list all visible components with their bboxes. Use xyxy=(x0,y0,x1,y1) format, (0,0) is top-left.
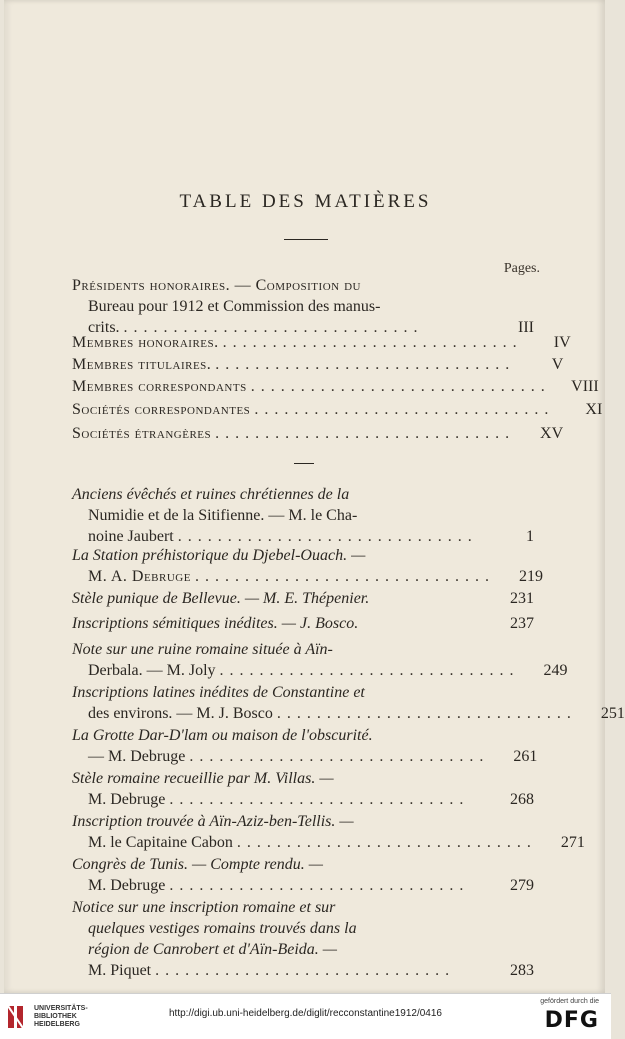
entry-text: Inscription trouvée à Aïn-Aziz-ben-Tellis. — xyxy=(72,813,354,830)
page-number: 251 xyxy=(600,705,625,722)
page-number: VIII xyxy=(571,378,599,395)
entry-text: Sociétés correspondantes xyxy=(72,401,251,418)
viewer-footer xyxy=(0,993,611,1039)
toc-entry-article-5 xyxy=(72,639,568,681)
entry-text: Inscriptions sémitiques inédites. — J. Bosco. xyxy=(72,615,359,632)
page-number: XI xyxy=(585,401,603,418)
toc-entry-article-7 xyxy=(72,725,538,767)
toc-entry-article-9 xyxy=(72,811,585,853)
toc-entry-article-1 xyxy=(72,484,534,547)
page-title: TABLE DES MATIÈRES xyxy=(179,191,432,212)
toc-entry-article-6 xyxy=(72,682,625,724)
toc-entry-presidents xyxy=(72,275,534,338)
page-number: 279 xyxy=(510,877,534,894)
dot-leader: .............................. xyxy=(276,705,577,722)
entry-text: Sociétés étrangères xyxy=(72,425,212,442)
dot-leader: .............................. xyxy=(219,662,520,679)
dot-leader: .............................. xyxy=(189,748,490,765)
dot-leader: .............................. xyxy=(250,378,551,395)
dot-leader: .............................. xyxy=(123,319,424,336)
entry-text: des environs. — M. J. Bosco xyxy=(88,705,273,722)
library-name-line: BIBLIOTHEK xyxy=(34,1013,77,1020)
page-number: 261 xyxy=(513,748,538,765)
dot-leader: .............................. xyxy=(194,568,495,585)
entry-text: Anciens évêchés et ruines chrétiennes de la xyxy=(72,486,350,503)
toc-entry-article-10 xyxy=(72,854,534,896)
entry-text: Membres correspondants xyxy=(72,378,247,395)
entry-text: La Station préhistorique du Djebel-Ouach. — xyxy=(72,547,366,564)
dot-leader: .............................. xyxy=(215,425,516,442)
entry-text: noine Jaubert xyxy=(88,528,174,545)
page-number: 219 xyxy=(518,568,543,585)
entry-text: Congrès de Tunis. — Compte rendu. — xyxy=(72,856,323,873)
page-number: XV xyxy=(540,425,564,442)
dfg-logo: DFG xyxy=(544,1008,599,1033)
dot-leader: .............................. xyxy=(254,401,555,418)
entry-text: quelques vestiges romains trouvés dans la xyxy=(88,920,357,937)
toc-entry-membres-honoraires xyxy=(72,332,571,353)
page-number: 231 xyxy=(510,590,534,607)
entry-text: Stèle punique de Bellevue. — M. E. Thépenier. xyxy=(72,590,370,607)
pages-column-label: Pages. xyxy=(503,261,540,276)
toc-entry-societes-etrangeres xyxy=(72,423,564,444)
entry-text: La Grotte Dar-D'lam ou maison de l'obscurité. xyxy=(72,727,373,744)
toc-entry-membres-titulaires xyxy=(72,354,564,375)
entry-text: région de Canrobert et d'Aïn-Beida. — xyxy=(88,941,338,958)
entry-text: Note sur une ruine romaine située à Aïn- xyxy=(72,641,333,658)
dot-leader: .............................. xyxy=(236,834,537,851)
entry-text: M. A. Debruge xyxy=(88,568,191,585)
toc-entry-article-3 xyxy=(72,588,534,609)
entry-text: Présidents honoraires. — Composition du xyxy=(72,277,361,294)
toc-entry-societes-correspondantes xyxy=(72,399,603,420)
dot-leader: .............................. xyxy=(215,356,516,373)
entry-text: Notice sur une inscription romaine et sur xyxy=(72,899,336,916)
section-rule xyxy=(294,463,314,464)
page-number: 268 xyxy=(510,791,534,808)
entry-text: Membres titulaires. xyxy=(72,356,212,373)
funded-by-label: gefördert durch die xyxy=(540,998,599,1005)
entry-text: Derbala. — M. Joly xyxy=(88,662,216,679)
entry-text: M. Debruge xyxy=(88,877,166,894)
page-number: 237 xyxy=(510,615,534,632)
dot-leader: .............................. xyxy=(222,334,523,351)
entry-text: — M. Debruge xyxy=(88,748,186,765)
dot-leader: .............................. xyxy=(169,877,470,894)
dot-leader: .............................. xyxy=(169,791,470,808)
title-rule xyxy=(284,239,328,240)
toc-entry-article-4 xyxy=(72,613,534,634)
toc-entry-membres-correspondants xyxy=(72,376,599,397)
entry-text: Membres honoraires. xyxy=(72,334,219,351)
entry-text: M. Debruge xyxy=(88,791,166,808)
library-name-line: HEIDELBERG xyxy=(34,1021,80,1028)
entry-text: M. le Capitaine Cabon xyxy=(88,834,233,851)
dot-leader: .............................. xyxy=(177,528,478,545)
permalink-url[interactable]: http://digi.ub.uni-heidelberg.de/diglit/recconstantine1912/0416 xyxy=(169,1008,442,1019)
entry-text: Inscriptions latines inédites de Constantine et xyxy=(72,684,365,701)
page-number: IV xyxy=(553,334,571,351)
entry-text: Numidie et de la Sitifienne. — M. le Cha- xyxy=(88,507,358,524)
page-number: V xyxy=(551,356,564,373)
dot-leader: .............................. xyxy=(155,962,456,979)
entry-text: Stèle romaine recueillie par M. Villas. — xyxy=(72,770,334,787)
toc-entry-article-8 xyxy=(72,768,534,810)
entry-text: M. Piquet xyxy=(88,962,152,979)
page-number: 271 xyxy=(560,834,585,851)
page-number: 1 xyxy=(526,528,534,545)
page-number: III xyxy=(518,319,534,336)
entry-text: crits. xyxy=(88,319,120,336)
toc-entry-article-11 xyxy=(72,897,534,981)
toc-entry-article-2 xyxy=(72,545,543,587)
page-number: 249 xyxy=(543,662,568,679)
library-name-line: UNIVERSITÄTS- xyxy=(34,1005,88,1012)
entry-text: Bureau pour 1912 et Commission des manus- xyxy=(88,298,381,315)
page-number: 283 xyxy=(510,962,534,979)
